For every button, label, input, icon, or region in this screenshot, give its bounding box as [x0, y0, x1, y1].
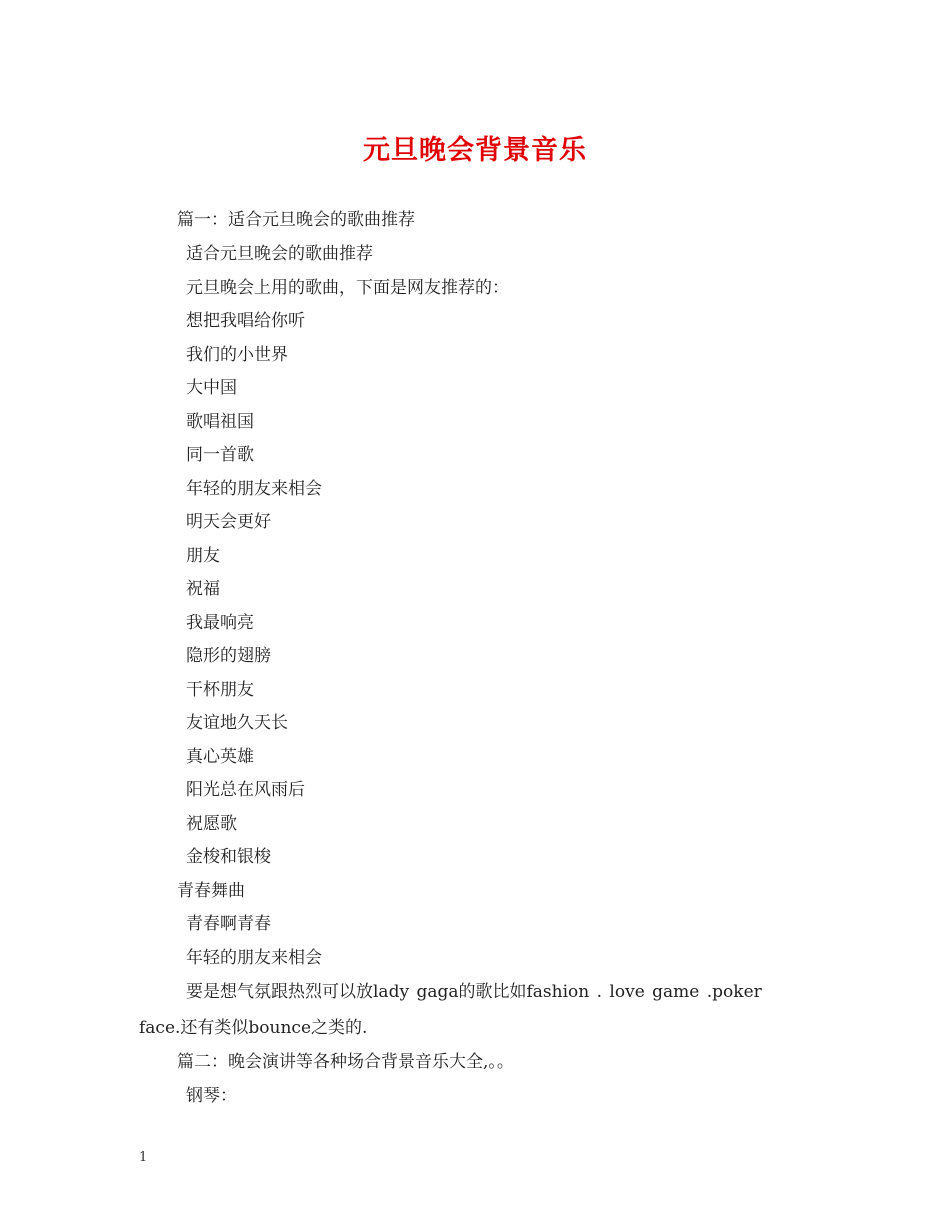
subheading: 适合元旦晚会的歌曲推荐 [186, 244, 373, 264]
song-item: 青春啊青春 [186, 914, 271, 934]
song-item: 隐形的翅膀 [186, 646, 271, 666]
youth-dance-heading: 青春舞曲 [177, 881, 245, 901]
song-item: 阳光总在风雨后 [186, 780, 305, 800]
song-item: 年轻的朋友来相会 [186, 948, 322, 968]
song-item: 年轻的朋友来相会 [186, 479, 322, 499]
song-item: 真心英雄 [186, 747, 254, 767]
song-item: 想把我唱给你听 [186, 311, 305, 331]
intro-text: 元旦晚会上用的歌曲，下面是网友推荐的： [186, 278, 509, 298]
song-item: 友谊地久天长 [186, 713, 288, 733]
song-item: 金梭和银梭 [186, 847, 271, 867]
paragraph-line: face.还有类似bounce之类的. [139, 1018, 368, 1038]
piano-label: 钢琴： [186, 1086, 237, 1106]
section1-heading: 篇一：适合元旦晚会的歌曲推荐 [177, 210, 415, 230]
song-item: 祝福 [186, 579, 220, 599]
song-item: 我最响亮 [186, 613, 254, 633]
paragraph-line: 要是想气氛跟热烈可以放lady gaga的歌比如fashion . love game .poker [186, 982, 762, 1002]
document-title: 元旦晚会背景音乐 [363, 135, 587, 166]
song-item: 我们的小世界 [186, 345, 288, 365]
song-item: 干杯朋友 [186, 680, 254, 700]
section2-heading: 篇二：晚会演讲等各种场合背景音乐大全,。。 [177, 1052, 514, 1072]
song-item: 明天会更好 [186, 512, 271, 532]
song-item: 同一首歌 [186, 445, 254, 465]
song-item: 朋友 [186, 546, 220, 566]
song-item: 祝愿歌 [186, 814, 237, 834]
page-number: 1 [139, 1150, 148, 1165]
song-item: 大中国 [186, 378, 237, 398]
song-item: 歌唱祖国 [186, 412, 254, 432]
